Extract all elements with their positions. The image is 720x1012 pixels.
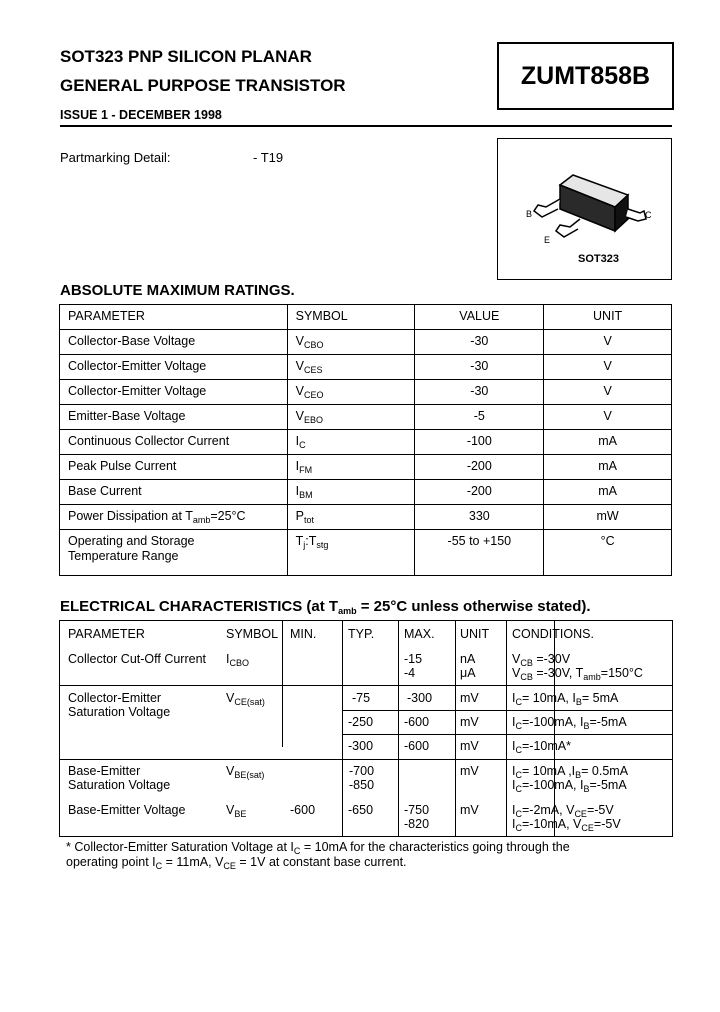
pin-c-label: C: [645, 210, 652, 220]
table-row: [60, 330, 672, 355]
ec-col-header: UNIT: [460, 627, 490, 641]
symbol-cell: $I_{CBO}$: [226, 652, 249, 668]
partmarking-label: Partmarking Detail:: [60, 150, 171, 165]
typ-cell: -300: [348, 739, 374, 753]
max-cell: -15: [404, 652, 423, 666]
col-header: SYMBOL: [287, 305, 415, 330]
condition-cell: $I_C=-10mA$, $V_{CE}=-5V$: [512, 817, 621, 833]
typ-cell: -250: [348, 715, 374, 729]
unit-cell: mA: [544, 430, 672, 455]
unit-cell: mV: [460, 764, 479, 778]
symbol-cell: $P_{tot}$: [287, 505, 415, 530]
param-cell: Collector-Emitter Voltage: [60, 355, 288, 380]
symbol-cell: $I_{BM}$: [287, 480, 415, 505]
value-cell: -200: [415, 455, 544, 480]
pin-e-label: E: [544, 235, 551, 245]
amr-header-row: [60, 305, 672, 330]
symbol-cell: $V_{EBO}$: [287, 405, 415, 430]
typ-cell: -650: [348, 803, 374, 817]
unit-cell: mV: [460, 691, 479, 705]
unit-cell: V: [544, 405, 672, 430]
unit-cell: V: [544, 330, 672, 355]
package-drawing: [497, 138, 672, 280]
param-cell: Base-Emitter Voltage: [68, 803, 186, 817]
ec-col-header: PARAMETER: [68, 627, 145, 641]
typ-cell: -850: [349, 778, 375, 792]
param-cell: Saturation Voltage: [68, 705, 171, 719]
param-cell: Operating and Storage Temperature Range: [60, 530, 288, 576]
header-rule: [60, 125, 672, 127]
table-row: [60, 455, 672, 480]
value-cell: -5: [415, 405, 544, 430]
pin-b-label: B: [526, 209, 533, 219]
param-cell: Base Current: [60, 480, 288, 505]
footnote-line-1: * Collector-Emitter Saturation Voltage at $I_C = 10mA$ for the characteristics going through the: [66, 840, 570, 856]
min-cell: -600: [290, 803, 316, 817]
symbol-cell: $V_{CEO}$: [287, 380, 415, 405]
symbol-cell: $V_{BE}$: [226, 803, 247, 819]
condition-cell: $I_C= 10mA$ $,I_B= 0.5mA$: [512, 764, 629, 780]
param-cell: Power Dissipation at $T_{amb}=25^\circ C$: [60, 505, 288, 530]
condition-cell: $V_{CB} =-30V$: [512, 652, 571, 668]
condition-cell: $I_C=-10mA*$: [512, 739, 571, 755]
condition-cell: $I_C=-100mA$, $I_B=-5mA$: [512, 715, 627, 731]
typ-cell: -700: [349, 764, 375, 778]
condition-cell: $V_{CB} =-30V$, $T_{amb}=150^\circ C$: [512, 666, 643, 682]
unit-cell: V: [544, 355, 672, 380]
unit-cell: mV: [460, 739, 479, 753]
table-row: [60, 405, 672, 430]
symbol-cell: $V_{BE(sat)}$: [226, 764, 265, 780]
unit-cell: mW: [544, 505, 672, 530]
value-cell: -200: [415, 480, 544, 505]
table-row: [60, 355, 672, 380]
param-cell: Continuous Collector Current: [60, 430, 288, 455]
ec-col-header: MIN.: [290, 627, 317, 641]
symbol-cell: $V_{CE(sat)}$: [226, 691, 265, 707]
value-cell: -55 to +150: [415, 530, 544, 576]
param-cell: Collector-Base Voltage: [60, 330, 288, 355]
ec-col-header: SYMBOL: [226, 627, 279, 641]
unit-cell: mA: [544, 455, 672, 480]
table-row: [60, 430, 672, 455]
max-cell: -300: [407, 691, 433, 705]
max-cell: -750: [404, 803, 430, 817]
param-cell: Peak Pulse Current: [60, 455, 288, 480]
max-cell: -820: [404, 817, 430, 831]
ec-col-header: TYP.: [348, 627, 375, 641]
unit-cell: nA: [460, 652, 476, 666]
symbol-cell: $V_{CES}$: [287, 355, 415, 380]
sot323-package-icon: [498, 139, 671, 279]
value-cell: 330: [415, 505, 544, 530]
param-cell: Collector Cut-Off Current: [68, 652, 207, 666]
footnote: [66, 840, 570, 870]
package-name: SOT323: [578, 253, 619, 265]
footnote-line-2: operating point $I_C = 11mA$, $V_{CE} = 1V$ at constant base current.: [66, 855, 407, 871]
symbol-cell: $I_{FM}$: [287, 455, 415, 480]
typ-cell: -75: [352, 691, 371, 705]
part-number-box: [497, 42, 674, 110]
amr-heading: ABSOLUTE MAXIMUM RATINGS.: [60, 282, 295, 299]
param-cell: Emitter-Base Voltage: [60, 405, 288, 430]
max-cell: -600: [404, 739, 430, 753]
unit-cell: V: [544, 380, 672, 405]
ec-col-header: MAX.: [404, 627, 435, 641]
value-cell: -30: [415, 380, 544, 405]
table-row: [60, 505, 672, 530]
unit-cell: μA: [460, 666, 476, 680]
symbol-cell: $I_C$: [287, 430, 415, 455]
title-line-2: GENERAL PURPOSE TRANSISTOR: [60, 76, 346, 95]
max-cell: -600: [404, 715, 430, 729]
table-row: [60, 530, 672, 576]
max-cell: -4: [404, 666, 416, 680]
unit-cell: mV: [460, 803, 479, 817]
condition-cell: $I_C=-100mA$, $I_B=-5mA$: [512, 778, 627, 794]
condition-cell: $I_C=-2mA$, $V_{CE}=-5V$: [512, 803, 614, 819]
col-header: UNIT: [544, 305, 672, 330]
ec-table: [59, 620, 673, 837]
param-cell: Base-Emitter: [68, 764, 141, 778]
unit-cell: °C: [544, 530, 672, 576]
amr-table: [59, 304, 672, 576]
title-line-1: SOT323 PNP SILICON PLANAR: [60, 47, 312, 66]
value-cell: -30: [415, 330, 544, 355]
col-header: PARAMETER: [60, 305, 288, 330]
symbol-cell: $T_j:T_{stg}$: [287, 530, 415, 576]
unit-cell: mV: [460, 715, 479, 729]
part-number: ZUMT858B: [520, 61, 651, 90]
param-cell: Saturation Voltage: [68, 778, 171, 792]
table-row: [60, 480, 672, 505]
param-cell: Collector-Emitter: [68, 691, 162, 705]
condition-cell: $I_C= 10mA$, $I_B= 5mA$: [512, 691, 619, 707]
param-cell: Collector-Emitter Voltage: [60, 380, 288, 405]
partmarking-value: - T19: [253, 150, 284, 165]
ec-col-header: CONDITIONS.: [512, 627, 594, 641]
table-row: [60, 380, 672, 405]
value-cell: -100: [415, 430, 544, 455]
col-header: VALUE: [415, 305, 544, 330]
ec-heading: ELECTRICAL CHARACTERISTICS (at $T_{amb} = 25^\circ C$ unless otherwise stated).: [60, 598, 591, 616]
unit-cell: mA: [544, 480, 672, 505]
symbol-cell: $V_{CBO}$: [287, 330, 415, 355]
issue-line: ISSUE 1 - DECEMBER 1998: [60, 108, 222, 122]
value-cell: -30: [415, 355, 544, 380]
